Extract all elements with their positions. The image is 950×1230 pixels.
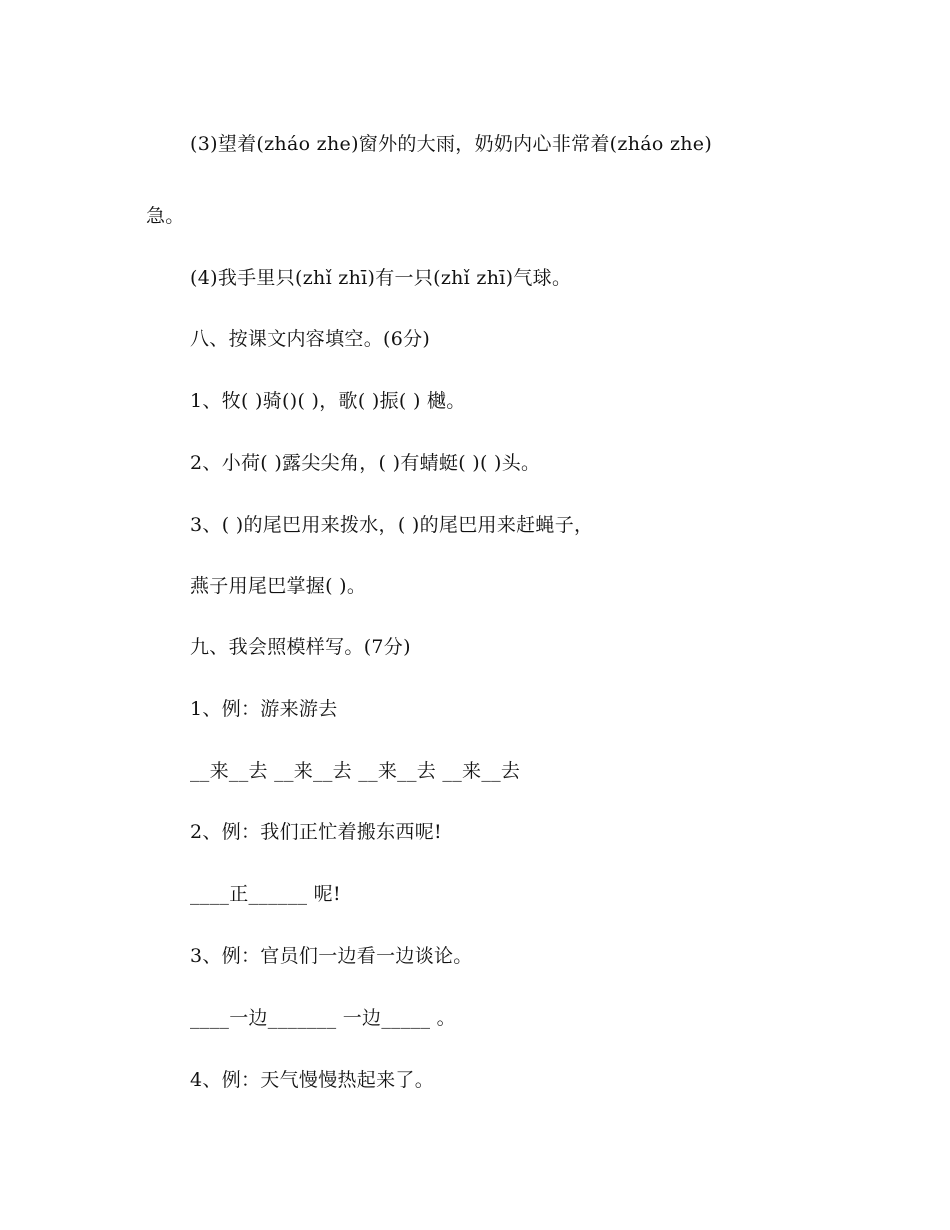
pinyin-question-3-continuation: 急。	[146, 205, 185, 227]
fill-blank-item-3: 3、( )的尾巴用来拨水，( )的尾巴用来赶蝇子，	[190, 514, 594, 536]
pinyin-question-4: (4)我手里只(zhǐ zhī)有一只(zhǐ zhī)气球。	[190, 267, 572, 289]
example-2-blanks: ____正______ 呢!	[190, 883, 341, 905]
example-4: 4、例：天气慢慢热起来了。	[190, 1069, 434, 1091]
fill-blank-item-1: 1、牧( )骑()( )，歌( )振( ) 樾。	[190, 390, 466, 412]
pinyin-question-3: (3)望着(zháo zhe)窗外的大雨，奶奶内心非常着(zháo zhe)	[190, 133, 713, 155]
example-1: 1、例：游来游去	[190, 698, 338, 720]
example-2: 2、例：我们正忙着搬东西呢!	[190, 821, 442, 843]
section-8-heading: 八、按课文内容填空。(6分)	[190, 328, 431, 350]
example-3: 3、例：官员们一边看一边谈论。	[190, 945, 473, 967]
example-1-blanks: __来__去 __来__去 __来__去 __来__去	[190, 760, 521, 782]
fill-blank-item-2: 2、小荷( )露尖尖角，( )有蜻蜓( )( )头。	[190, 452, 541, 474]
fill-blank-item-3-continuation: 燕子用尾巴掌握( )。	[190, 575, 367, 597]
section-9-heading: 九、我会照模样写。(7分)	[190, 636, 411, 658]
example-3-blanks: ____一边_______ 一边_____ 。	[190, 1007, 456, 1029]
